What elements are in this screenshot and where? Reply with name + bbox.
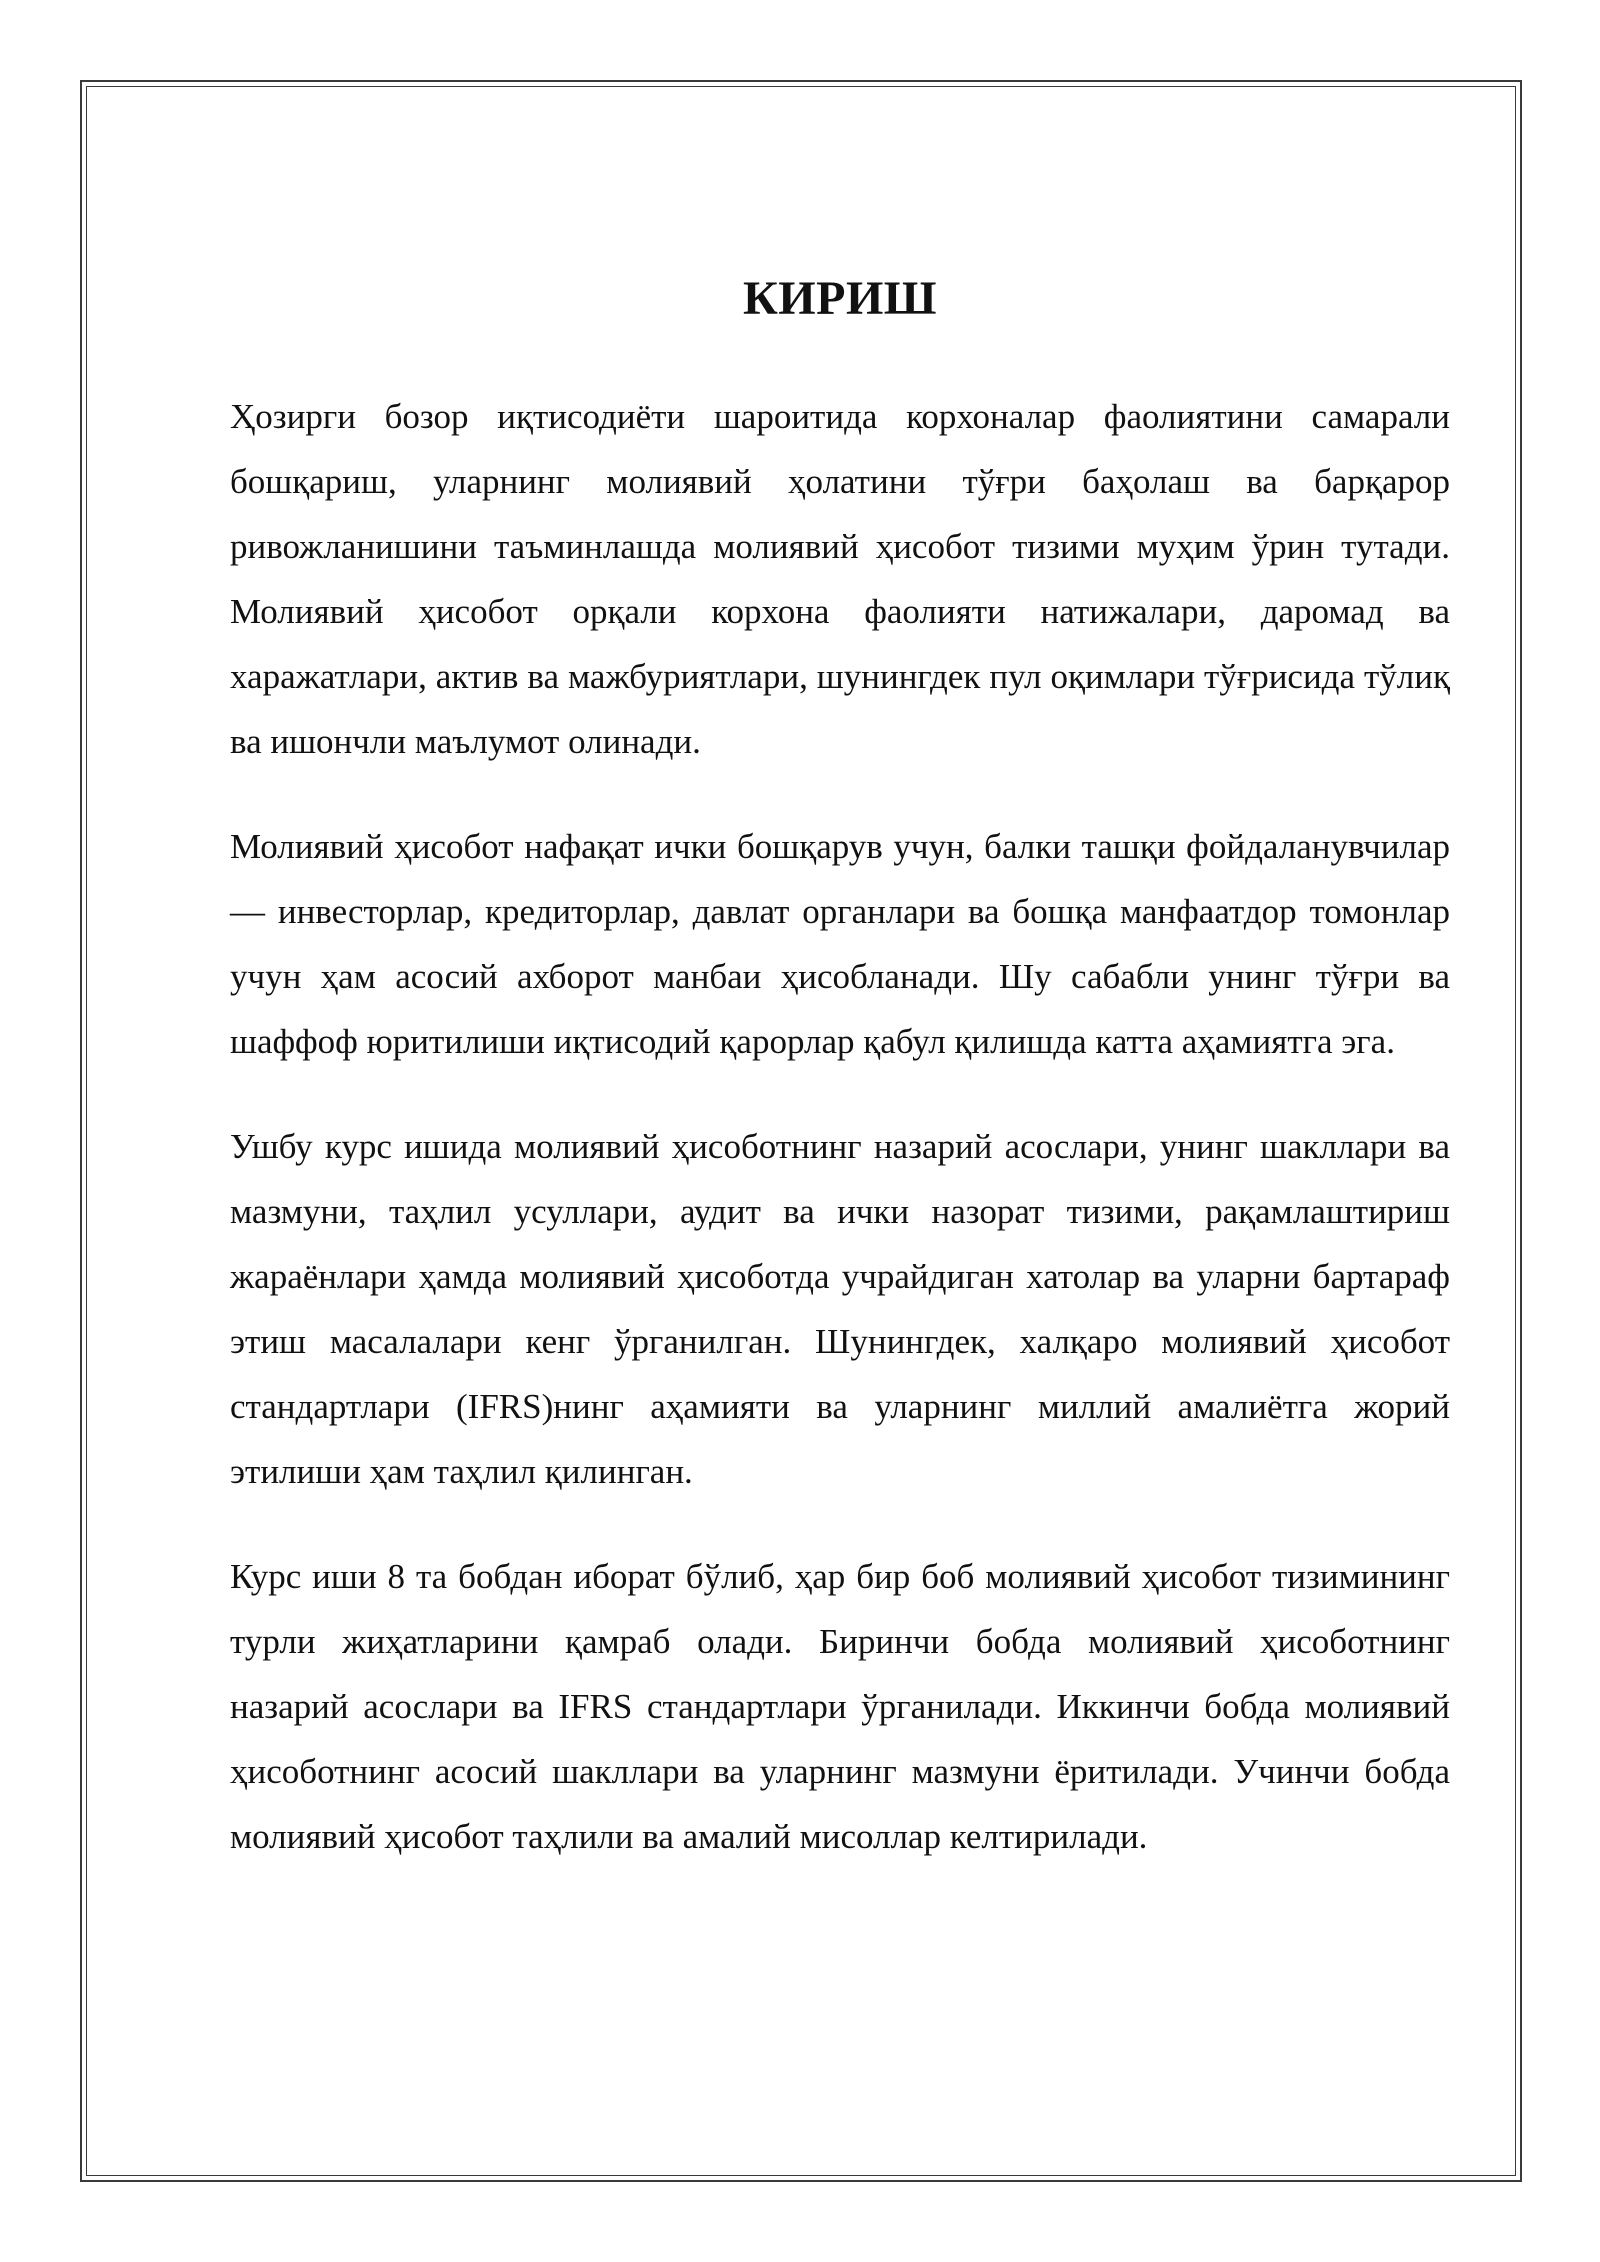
paragraph-2: Молиявий ҳисобот нафақат ички бошқарув учун, балки ташқи фойдаланувчилар — инвесторлар, кредиторлар, давлат органлари ва бошқа манфаатдор томонлар учун ҳам асосий ахборот манбаи ҳисобланади. Шу сабабли унинг тўғри ва шаффоф юритилиши иқтисодий қарорлар қабул қилишда катта аҳамиятга эга. <box>230 826 1450 1061</box>
page-title: КИРИШ <box>742 272 937 325</box>
paragraph-1: Ҳозирги бозор иқтисодиёти шароитида корхоналар фаолиятини самарали бошқариш, уларнинг молиявий ҳолатини тўғри баҳолаш ва барқарор ривожланишини таъминлашда молиявий ҳисобот тизими муҳим ўрин тутади. Молиявий ҳисобот орқали корхона фаолияти натижалари, даромад ва харажатлари, актив ва мажбуриятлари, шунингдек пул оқимлари тўғрисида тўлиқ ва ишончли маълумот олинади. <box>230 396 1450 761</box>
paragraph-3: Ушбу курс ишида молиявий ҳисоботнинг назарий асослари, унинг шакллари ва мазмуни, таҳлил усуллари, аудит ва ички назорат тизими, рақамлаштириш жараёнлари ҳамда молиявий ҳисоботда учрайдиган хатолар ва уларни бартараф этиш масалалари кенг ўрганилган. Шунингдек, халқаро молиявий ҳисобот стандартлари (IFRS)нинг аҳамияти ва уларнинг миллий амалиётга жорий этилиши ҳам таҳлил қилинган. <box>230 1126 1450 1491</box>
paragraph-4: Курс иши 8 та бобдан иборат бўлиб, ҳар бир боб молиявий ҳисобот тизимининг турли жиҳатларини қамраб олади. Биринчи бобда молиявий ҳисоботнинг назарий асослари ва IFRS стандартлари ўрганилади. Иккинчи бобда молиявий ҳисоботнинг асосий шакллари ва уларнинг мазмуни ёритилади. Учинчи бобда молиявий ҳисобот таҳлили ва амалий мисоллар келтирилади. <box>230 1556 1450 1856</box>
document-body <box>230 270 1450 1909</box>
